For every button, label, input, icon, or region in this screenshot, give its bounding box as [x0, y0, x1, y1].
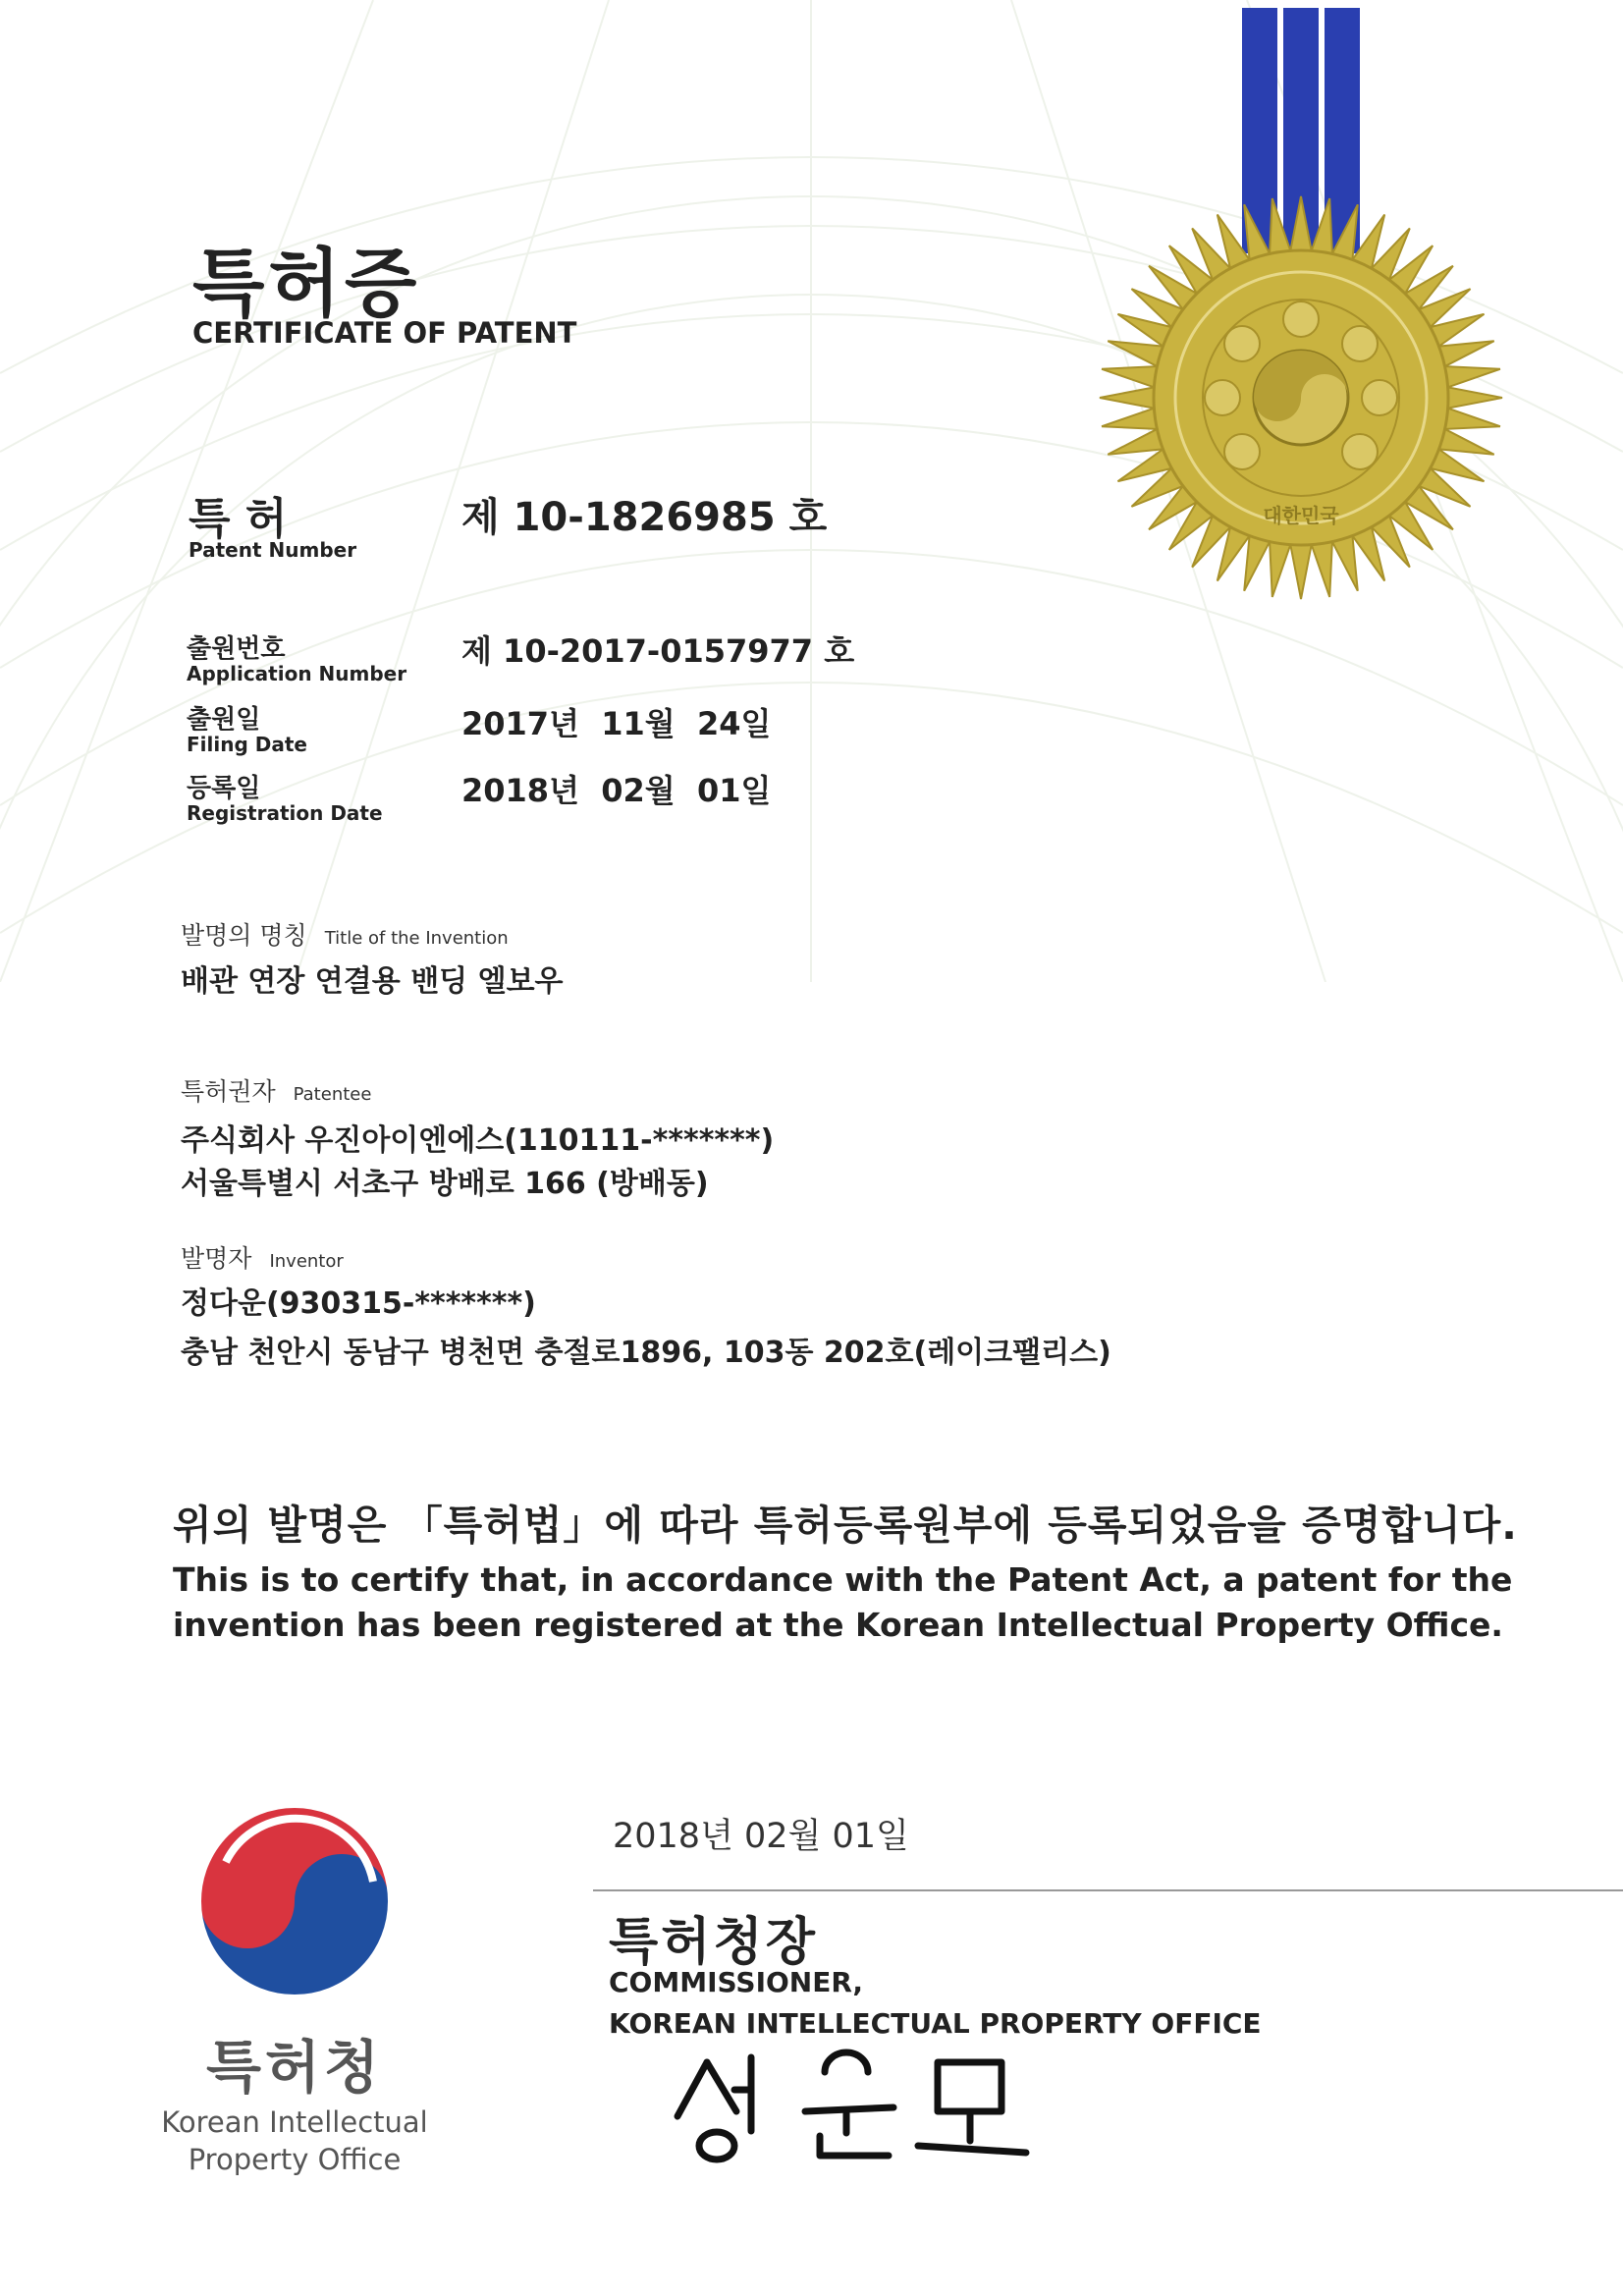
filing-date-label-en: Filing Date [187, 733, 307, 756]
commissioner-title-en-line1: COMMISSIONER, [609, 1966, 864, 1998]
invention-title-value: 배관 연장 연결용 밴딩 엘보우 [181, 964, 564, 999]
application-number-label-ko: 출원번호 [187, 634, 286, 664]
patentee-name: 주식회사 우진아이엔에스(110111-*******) [181, 1123, 775, 1158]
kipo-taegeuk-logo-icon [196, 1803, 393, 1999]
certificate-title-en: CERTIFICATE OF PATENT [192, 316, 577, 350]
signature-divider [593, 1889, 1623, 1891]
patentee-label-ko: 특허권자 [181, 1077, 276, 1106]
commissioner-title-ko: 특허청장 [609, 1913, 818, 1972]
issue-date: 2018년 02월 01일 [613, 1817, 909, 1856]
seal-text: 대한민국 [1263, 504, 1339, 527]
registration-date-value: 2018년 02월 01일 [461, 772, 772, 809]
patentee-label-en: Patentee [293, 1084, 372, 1105]
gold-seal [1080, 0, 1532, 629]
patent-number-label-ko: 특 허 [189, 494, 288, 544]
patentee-label [181, 1072, 371, 1108]
commissioner-title-en [609, 1962, 1262, 2045]
patent-number-value: 제 10-1826985 호 [461, 495, 828, 540]
certificate-title-ko: 특허증 [192, 240, 421, 327]
registration-date-label-en: Registration Date [187, 801, 383, 825]
invention-title-label [181, 916, 509, 952]
commissioner-title-en-line2: KOREAN INTELLECTUAL PROPERTY OFFICE [609, 2007, 1262, 2040]
inventor-label-en: Inventor [269, 1251, 344, 1272]
application-number-label-en: Application Number [187, 662, 407, 685]
patentee-address: 서울특별시 서초구 방배로 166 (방배동) [181, 1167, 709, 1201]
invention-title-label-en: Title of the Invention [324, 928, 509, 949]
handwritten-signature [658, 2043, 1051, 2170]
filing-date-value: 2017년 11월 24일 [461, 705, 772, 742]
inventor-name: 정다운(930315-*******) [181, 1286, 536, 1321]
certification-text-en: This is to certify that, in accordance with the Patent Act, a patent for the invention has been registered at the Korean Intellectual Property Office. [173, 1560, 1513, 1644]
filing-date-label-ko: 출원일 [187, 705, 261, 735]
inventor-label [181, 1239, 344, 1275]
inventor-label-ko: 발명자 [181, 1244, 252, 1273]
certification-text-ko: 위의 발명은 「특허법」에 따라 특허등록원부에 등록되었음을 증명합니다. [173, 1502, 1518, 1549]
kipo-name-en: Korean Intellectual Property Office [161, 2105, 428, 2176]
invention-title-label-ko: 발명의 명칭 [181, 921, 307, 950]
kipo-name-ko: 특허청 [205, 2034, 384, 2101]
registration-date-label-ko: 등록일 [187, 774, 261, 803]
patent-number-label-en: Patent Number [189, 538, 357, 562]
inventor-address: 충남 천안시 동남구 병천면 충절로1896, 103동 202호(레이크팰리스) [181, 1336, 1111, 1370]
application-number-value: 제 10-2017-0157977 호 [461, 632, 855, 670]
